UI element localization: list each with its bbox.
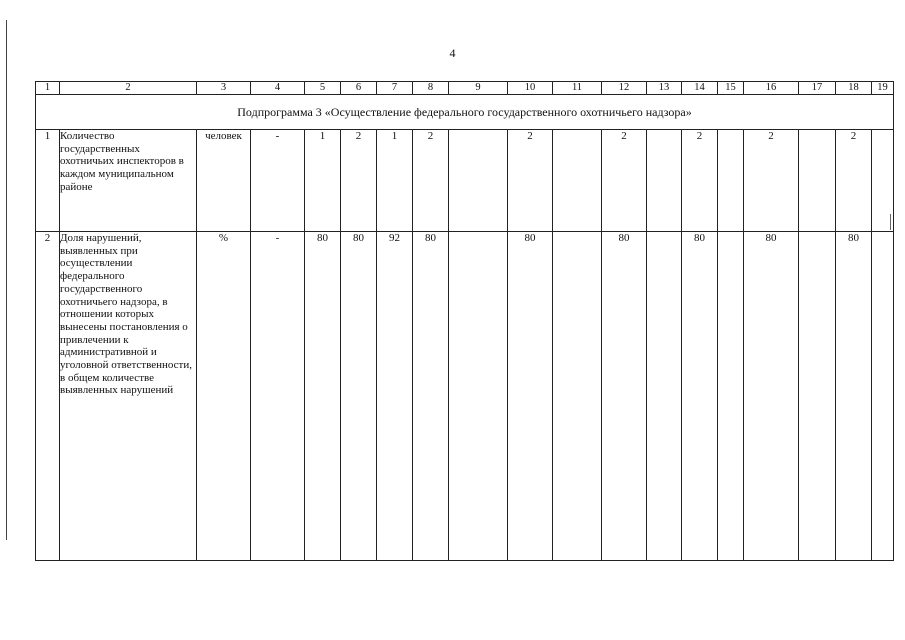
column-number-row bbox=[36, 82, 894, 95]
value-cell: 80 bbox=[413, 232, 449, 561]
table-row bbox=[36, 232, 894, 561]
value-cell: 80 bbox=[508, 232, 553, 561]
value-cell: 2 bbox=[682, 130, 718, 232]
indicator-name: Доля нарушений, выявленных при осуществлении федерального государственного охотничьего надзора, в отношении которых вынесены постановления о привлечении к административной и уголовной ответственности, в общем количестве выявленных нарушений bbox=[60, 232, 197, 561]
value-cell: 2 bbox=[602, 130, 647, 232]
subprogram-title: Подпрограмма 3 «Осуществление федерального государственного охотничьего надзора» bbox=[36, 95, 894, 130]
col-header: 10 bbox=[508, 82, 553, 95]
indicator-name: Количество государственных охотничьих инспекторов в каждом муниципальном районе bbox=[60, 130, 197, 232]
indicators-table bbox=[35, 81, 894, 561]
value-cell: 80 bbox=[305, 232, 341, 561]
value-cell: - bbox=[251, 130, 305, 232]
col-header: 2 bbox=[60, 82, 197, 95]
value-cell: 2 bbox=[413, 130, 449, 232]
col-header: 17 bbox=[799, 82, 836, 95]
unit-cell: человек bbox=[197, 130, 251, 232]
value-cell: 80 bbox=[836, 232, 872, 561]
value-cell bbox=[872, 130, 894, 232]
row-number: 1 bbox=[36, 130, 60, 232]
value-cell: 2 bbox=[836, 130, 872, 232]
value-cell bbox=[449, 130, 508, 232]
value-cell: 2 bbox=[341, 130, 377, 232]
value-cell bbox=[872, 232, 894, 561]
value-cell: 1 bbox=[377, 130, 413, 232]
col-header: 4 bbox=[251, 82, 305, 95]
scan-left-edge bbox=[6, 20, 7, 540]
col-header: 13 bbox=[647, 82, 682, 95]
value-cell bbox=[799, 130, 836, 232]
value-cell: 2 bbox=[508, 130, 553, 232]
subprogram-row bbox=[36, 95, 894, 130]
col-header: 15 bbox=[718, 82, 744, 95]
value-cell: - bbox=[251, 232, 305, 561]
page-number: 4 bbox=[449, 46, 456, 60]
col-header: 11 bbox=[553, 82, 602, 95]
col-header: 14 bbox=[682, 82, 718, 95]
row-number: 2 bbox=[36, 232, 60, 561]
value-cell: 92 bbox=[377, 232, 413, 561]
value-cell bbox=[553, 130, 602, 232]
value-cell bbox=[449, 232, 508, 561]
value-cell bbox=[647, 130, 682, 232]
value-cell: 80 bbox=[602, 232, 647, 561]
col-header: 7 bbox=[377, 82, 413, 95]
value-cell: 1 bbox=[305, 130, 341, 232]
value-cell: 80 bbox=[744, 232, 799, 561]
value-cell bbox=[647, 232, 682, 561]
value-cell: 80 bbox=[341, 232, 377, 561]
col-header: 3 bbox=[197, 82, 251, 95]
value-cell: 80 bbox=[682, 232, 718, 561]
unit-cell: % bbox=[197, 232, 251, 561]
col-header: 19 bbox=[872, 82, 894, 95]
col-header: 12 bbox=[602, 82, 647, 95]
col-header: 16 bbox=[744, 82, 799, 95]
col-header: 18 bbox=[836, 82, 872, 95]
col-header: 9 bbox=[449, 82, 508, 95]
value-cell: 2 bbox=[744, 130, 799, 232]
col-header: 8 bbox=[413, 82, 449, 95]
col-header: 6 bbox=[341, 82, 377, 95]
value-cell bbox=[718, 232, 744, 561]
table-row bbox=[36, 130, 894, 232]
col-header: 5 bbox=[305, 82, 341, 95]
col-header: 1 bbox=[36, 82, 60, 95]
value-cell bbox=[718, 130, 744, 232]
value-cell bbox=[799, 232, 836, 561]
value-cell bbox=[553, 232, 602, 561]
